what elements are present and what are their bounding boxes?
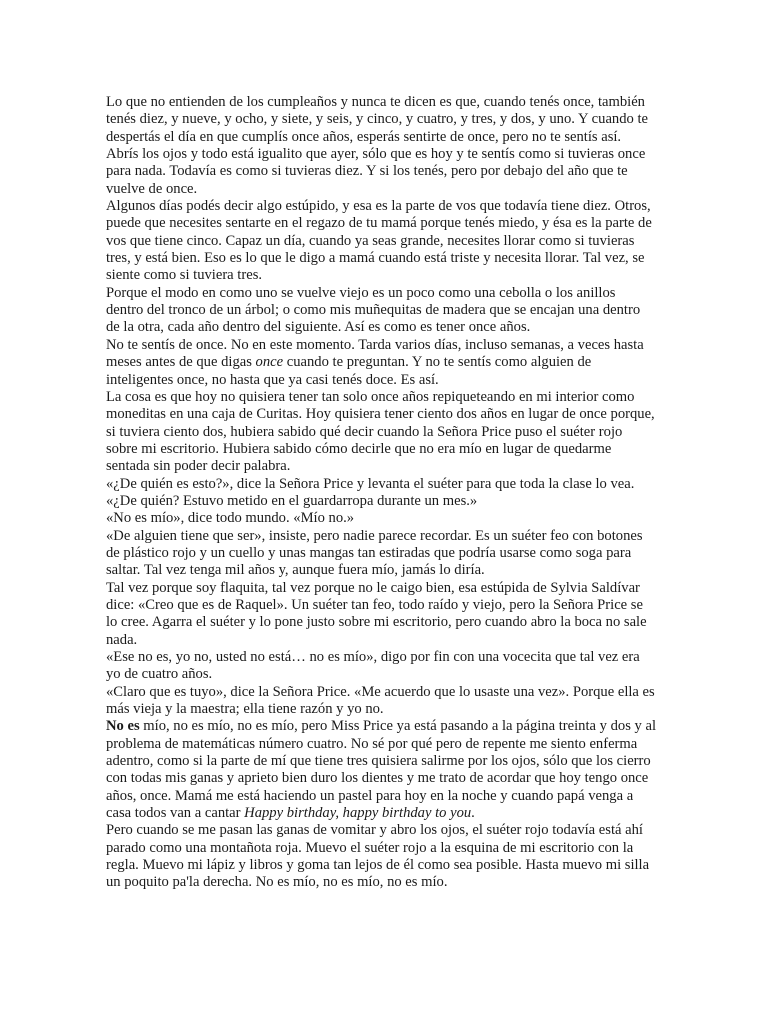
- paragraph-14: Pero cuando se me pasan las ganas de vomitar y abro los ojos, el suéter rojo todavía está ahí parado como una montañota roja. Muevo el suéter rojo a la esquina de mi escritorio con la regla. Muevo mi lápiz y libros y goma tan lejos de él como sea posible. Hasta muevo mi silla un poquito pa'la derecha. No es mío, no es mío, no es mío.: [106, 822, 650, 891]
- paragraph-6: «¿De quién es esto?», dice la Señora Price y levanta el suéter para que toda la clase lo vea.: [106, 475, 635, 492]
- paragraph-4: [106, 337, 656, 389]
- paragraph-12: «Claro que es tuyo», dice la Señora Price. «Me acuerdo que lo usaste una vez». Porque ella es más vieja y la maestra; ella tiene razón y yo no.: [106, 683, 655, 718]
- paragraph-11: «Ese no es, yo no, usted no está… no es mío», digo por fin con una vocecita que tal vez era yo de cuatro años.: [106, 649, 640, 683]
- paragraph-13: [106, 718, 656, 822]
- paragraph-4-after: cuando te preguntan. Y no te sentís como alguien de inteligentes once, no hasta que ya casi tenés doce. Es así.: [106, 354, 592, 388]
- paragraph-9: «De alguien tiene que ser», insiste, pero nadie parece recordar. Es un suéter feo con botones de plástico rojo y un cuello y unas mangas tan estiradas que podría usarse como soga para saltar. Tal vez tenga mil años y, aunque fuera mío, jamás lo diría.: [106, 527, 643, 579]
- paragraph-2: Algunos días podés decir algo estúpido, y esa es la parte de vos que todavía tiene diez. Otros, puede que necesites sentarte en el regazo de tu mamá porque tenés miedo, y ésa es la parte de vos que tiene cinco. Capaz un día, cuando ya seas grande, necesites llorar como si tuvieras tres, y está bien. Eso es lo que le digo a mamá cuando está triste y necesita llorar. Tal vez, se siente como si tuviera tres.: [106, 198, 652, 284]
- story-text: [106, 94, 656, 892]
- paragraph-13-lead: No es: [106, 718, 140, 735]
- paragraph-1: Lo que no entienden de los cumpleaños y nunca te dicen es que, cuando tenés once, también tenés diez, y nueve, y ocho, y siete, y seis, y cinco, y cuatro, y tres, y dos, y uno. Y cuando te despertás el día en que cumplís once años, esperás sentirte de once, pero no te sentís así. Abrís los ojos y todo está igualito que ayer, sólo que es hoy y te sentís como si tuvieras once para nada. Todavía es como si tuvieras diez. Y si los tenés, pero por debajo del año que te vuelve de once.: [106, 94, 648, 197]
- paragraph-13-after: .: [471, 805, 475, 822]
- paragraph-5: La cosa es que hoy no quisiera tener tan solo once años repiqueteando en mi interior como moneditas en una caja de Curitas. Hoy quisiera tener ciento dos años en lugar de once porque, si tuviera ciento dos, hubiera sabido qué decir cuando la Señora Price puso el suéter rojo sobre mi escritorio. Hubiera sabido cómo decirle que no era mío en lugar de quedarme sentada sin poder decir palabra.: [106, 388, 655, 475]
- paragraph-3: Porque el modo en como uno se vuelve viejo es un poco como una cebolla o los anillos dentro del tronco de un árbol; o como mis muñequitas de madera que se encajan una dentro de la otra, cada año dentro del siguiente. Así es como es tener once años.: [106, 284, 641, 336]
- paragraph-10: Tal vez porque soy flaquita, tal vez porque no le caigo bien, esa estúpida de Sylvia Saldívar dice: «Creo que es de Raquel». Un suéter tan feo, todo raído y viejo, pero la Señora Price se lo cree. Agarra el suéter y lo pone justo sobre mi escritorio, pero cuando abro la boca no sale nada.: [106, 579, 647, 648]
- paragraph-13-before: mío, no es mío, no es mío, pero Miss Price ya está pasando a la página treinta y dos y al problema de matemáticas número cuatro. No sé por qué pero de repente me siento enferma adentro, como si la parte de mí que tiene tres quisiera salirme por los ojos, sólo que los cierro con todas mis ganas y aprieto bien duro los dientes y me trato de acordar que hoy tengo once años, once. Mamá me está haciendo un pastel para hoy en la noche y cuando papá venga a casa todos van a cantar: [106, 718, 657, 822]
- paragraph-4-before: No te sentís de once. No en este momento. Tarda varios días, incluso semanas, a veces hasta meses antes de que digas: [106, 336, 644, 371]
- paragraph-8: «No es mío», dice todo mundo. «Mío no.»: [106, 510, 355, 527]
- paragraph-13-emphasis: Happy birthday, happy birthday to you: [244, 805, 472, 822]
- paragraph-7: «¿De quién? Estuvo metido en el guardarropa durante un mes.»: [106, 492, 478, 509]
- paragraph-4-emphasis: once: [255, 354, 284, 371]
